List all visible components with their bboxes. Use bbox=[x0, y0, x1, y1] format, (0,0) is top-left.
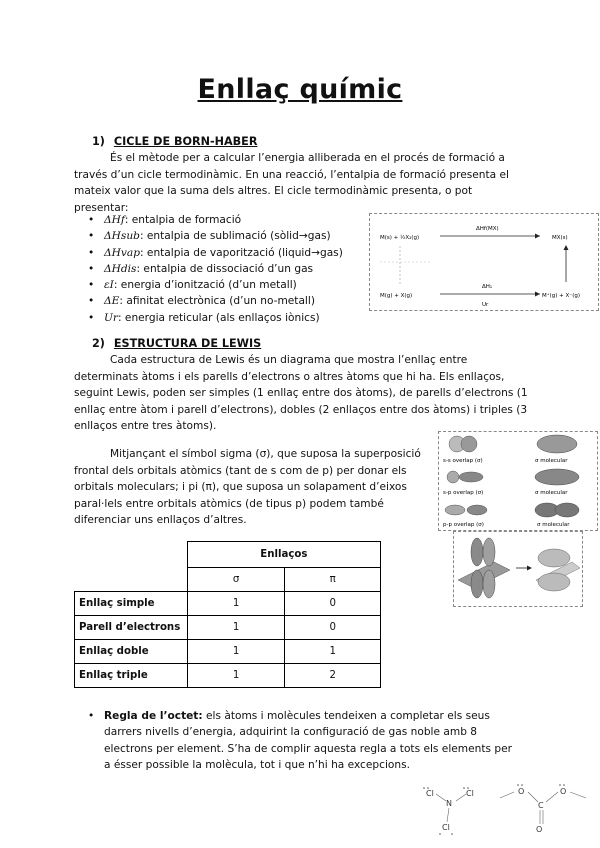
s-p-overlap-icon bbox=[447, 471, 483, 483]
section-label: ESTRUCTURA DE LEWIS bbox=[113, 337, 262, 350]
page-title: Enllaç químic bbox=[197, 74, 403, 105]
p-orbital-lobe-icon bbox=[483, 538, 495, 566]
sigma-header: σ bbox=[187, 568, 285, 592]
section-heading-lewis bbox=[92, 337, 261, 350]
atom-label: O bbox=[536, 825, 543, 834]
pi-orbital-icon bbox=[538, 549, 570, 567]
atom-label: Cl bbox=[466, 789, 474, 798]
table-row: Parell d’electrons 1 0 bbox=[75, 616, 381, 640]
p-orbital-lobe-icon bbox=[483, 570, 495, 598]
orbital-label: σ molecular bbox=[537, 522, 570, 528]
pi-orbital-icon bbox=[538, 573, 570, 591]
octet-rule-label: Regla de l’octet: bbox=[104, 710, 203, 722]
fig-bottom-left: M(g) + X(g) bbox=[380, 293, 413, 299]
list-item: • ΔHf: entalpia de formació bbox=[84, 212, 374, 228]
fig-bottom-arrow-label: ΔH₁ bbox=[482, 284, 493, 290]
arrow-head-icon bbox=[564, 245, 569, 250]
section-heading-born-haber bbox=[92, 135, 257, 148]
list-item: • ΔHdis: entalpia de dissociació d’un gas bbox=[84, 261, 374, 277]
bond-lines bbox=[436, 792, 586, 824]
fig-bottom-right: M⁺(g) + X⁻(g) bbox=[542, 293, 580, 299]
list-item bbox=[84, 708, 514, 773]
orbital-label: s-p overlap (σ) bbox=[443, 490, 484, 496]
table-header-row bbox=[75, 542, 381, 568]
s-s-overlap-icon bbox=[449, 436, 477, 452]
p-orbital-lobe-icon bbox=[471, 538, 483, 566]
sigma-pi-paragraph: Mitjançant el símbol sigma (σ), que suposa la superposició frontal dels orbitals atòmics (tant de s com de p) per donar els orbitals moleculars; i pi (π), que suposa un solapament d’eixos paral·lels entre orbitals atòmics (de tipus p) podem també diferenciar uns enllaços d’altres. bbox=[74, 448, 421, 526]
lewis-paragraph: Cada estructura de Lewis és un diagrama que mostra l’enllaç entre determinats àtoms i els parells d’electrons o altres àtoms que hi ha. Els enllaços, seguint Lewis, poden ser simples (1 enllaç entre dos àtoms), de parells d’electrons (1 enllaç entre àtom i parell d’electrons), dobles (2 enllaços entre dos àtoms) i triples (3 enllaços entre tres àtoms). bbox=[74, 354, 528, 432]
orbital-label: p-p overlap (σ) bbox=[443, 522, 484, 528]
fig-top-right: MX(s) bbox=[552, 235, 568, 241]
section-number: 2) bbox=[92, 337, 105, 350]
list-item: • ΔE: afinitat electrònica (d’un no-metall) bbox=[84, 293, 374, 309]
list-item: • ΔHsub: entalpia de sublimació (sòlid→gas) bbox=[84, 228, 374, 244]
born-haber-paragraph: És el mètode per a calcular l’energia alliberada en el procés de formació a través d’un cicle termodinàmic. En una reacció, l’entalpia de formació presenta el mateix valor que la suma dels altres. El cicle termodinàmic presenta, o pot presentar: bbox=[74, 152, 509, 214]
list-item: • ΔHvap: entalpia de vaporització (liquid→gas) bbox=[84, 245, 374, 261]
atom-label: O bbox=[560, 787, 567, 796]
atom-label: C bbox=[538, 801, 544, 810]
list-item: • Ur: energia reticular (als enllaços iònics) bbox=[84, 310, 374, 326]
sigma-pp-orbital-icon bbox=[535, 503, 579, 517]
orbital-label: σ molecular bbox=[535, 458, 568, 464]
table-subheader-row bbox=[75, 568, 381, 592]
pi-header: π bbox=[285, 568, 381, 592]
sigma-orbital-icon bbox=[537, 435, 577, 453]
born-haber-diagram bbox=[370, 214, 598, 310]
octet-rule-text: els àtoms i molècules tendeixen a completar els seus darrers nivells d’energia, adquirint la configuració de gas noble amb 8 electrons per element. S’ha de complir aquesta regla a tots els elements per a ésser possible la molècula, tot i que n’hi ha excepcions. bbox=[104, 710, 512, 771]
table-row: Enllaç triple 1 2 bbox=[75, 664, 381, 688]
fig-top-left: M(s) + ½X₂(g) bbox=[380, 235, 420, 241]
table-row: Enllaç simple 1 0 bbox=[75, 592, 381, 616]
section-number: 1) bbox=[92, 135, 105, 148]
arrow-head-icon bbox=[527, 566, 532, 571]
fig-top-arrow-label: ΔHf(MX) bbox=[476, 226, 499, 232]
atom-label: Cl bbox=[442, 823, 450, 832]
atom-label: O bbox=[518, 787, 525, 796]
bonds-table bbox=[74, 541, 381, 688]
table-title: Enllaços bbox=[187, 542, 380, 568]
arrow-head-icon bbox=[535, 234, 540, 239]
p-p-overlap-icon bbox=[445, 505, 487, 515]
table-row: Enllaç doble 1 1 bbox=[75, 640, 381, 664]
atom-label: Cl bbox=[426, 789, 434, 798]
p-orbital-lobe-icon bbox=[471, 570, 483, 598]
atom-label: N bbox=[446, 799, 452, 808]
list-item: • εI: energia d’ionització (d’un metall) bbox=[84, 277, 374, 293]
sigma-orbital-icon bbox=[535, 469, 579, 485]
born-haber-term-list bbox=[84, 212, 374, 326]
born-haber-cycle-figure bbox=[369, 213, 599, 311]
fig-bottom-arrow-label-2: Ur bbox=[482, 302, 489, 308]
orbital-label: s-s overlap (σ) bbox=[443, 458, 483, 464]
orbital-label: σ molecular bbox=[535, 490, 568, 496]
pi-bond-figure bbox=[453, 531, 583, 607]
lewis-structures-figure bbox=[410, 776, 600, 838]
arrow-head-icon bbox=[535, 292, 540, 297]
orbital-overlap-figure bbox=[438, 431, 598, 531]
octet-rule-list bbox=[84, 708, 514, 773]
section-label: CICLE DE BORN-HABER bbox=[113, 135, 258, 148]
